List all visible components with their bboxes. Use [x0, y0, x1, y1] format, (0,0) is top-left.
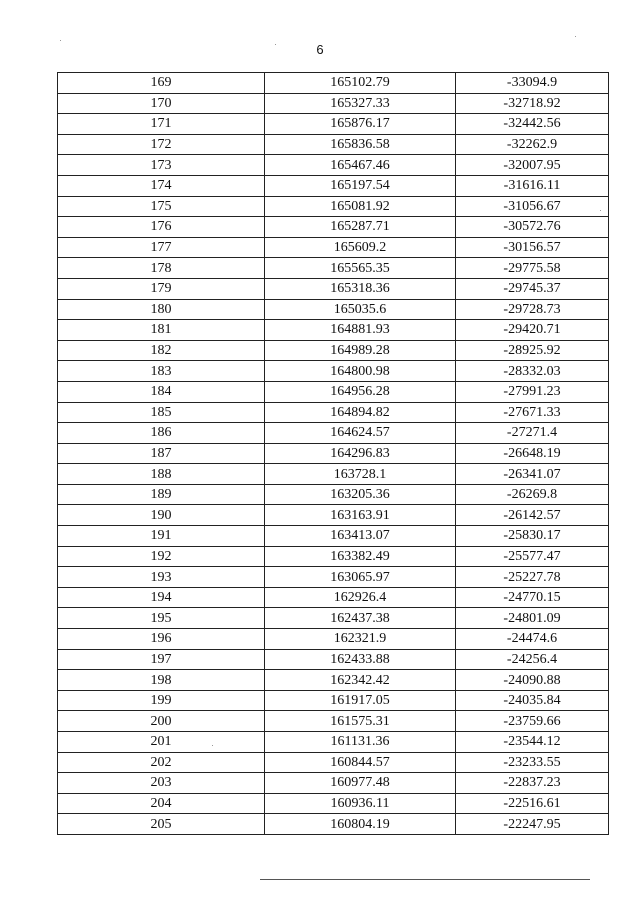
x-coordinate-cell: 164956.28	[265, 381, 456, 402]
point-number-cell: 171	[58, 114, 265, 135]
y-coordinate-cell: -32007.95	[456, 155, 609, 176]
x-coordinate-cell: 165836.58	[265, 134, 456, 155]
table-row	[58, 587, 609, 608]
point-number-cell: 184	[58, 381, 265, 402]
table-row	[58, 278, 609, 299]
y-coordinate-cell: -25830.17	[456, 526, 609, 547]
x-coordinate-cell: 163413.07	[265, 526, 456, 547]
table-row	[58, 340, 609, 361]
table-row	[58, 752, 609, 773]
y-coordinate-cell: -24256.4	[456, 649, 609, 670]
point-number-cell: 200	[58, 711, 265, 732]
table-row	[58, 649, 609, 670]
x-coordinate-cell: 163728.1	[265, 464, 456, 485]
y-coordinate-cell: -29775.58	[456, 258, 609, 279]
table-row	[58, 73, 609, 94]
page-number: 6	[316, 42, 324, 57]
y-coordinate-cell: -26269.8	[456, 484, 609, 505]
y-coordinate-cell: -22247.95	[456, 814, 609, 835]
x-coordinate-cell: 162437.38	[265, 608, 456, 629]
y-coordinate-cell: -23233.55	[456, 752, 609, 773]
x-coordinate-cell: 164989.28	[265, 340, 456, 361]
y-coordinate-cell: -26341.07	[456, 464, 609, 485]
point-number-cell: 194	[58, 587, 265, 608]
y-coordinate-cell: -29728.73	[456, 299, 609, 320]
x-coordinate-cell: 165035.6	[265, 299, 456, 320]
y-coordinate-cell: -28332.03	[456, 361, 609, 382]
point-number-cell: 197	[58, 649, 265, 670]
x-coordinate-cell: 164800.98	[265, 361, 456, 382]
x-coordinate-cell: 161917.05	[265, 690, 456, 711]
y-coordinate-cell: -29420.71	[456, 320, 609, 341]
point-number-cell: 181	[58, 320, 265, 341]
table-row	[58, 608, 609, 629]
table-row	[58, 567, 609, 588]
table-row	[58, 175, 609, 196]
y-coordinate-cell: -31056.67	[456, 196, 609, 217]
x-coordinate-cell: 164894.82	[265, 402, 456, 423]
point-number-cell: 180	[58, 299, 265, 320]
table-row	[58, 546, 609, 567]
y-coordinate-cell: -27671.33	[456, 402, 609, 423]
table-row	[58, 381, 609, 402]
table-row	[58, 484, 609, 505]
y-coordinate-cell: -27271.4	[456, 423, 609, 444]
y-coordinate-cell: -31616.11	[456, 175, 609, 196]
table-row	[58, 299, 609, 320]
table-row	[58, 526, 609, 547]
table-row	[58, 93, 609, 114]
x-coordinate-cell: 160844.57	[265, 752, 456, 773]
x-coordinate-cell: 160804.19	[265, 814, 456, 835]
y-coordinate-cell: -22837.23	[456, 773, 609, 794]
point-number-cell: 176	[58, 217, 265, 238]
point-number-cell: 192	[58, 546, 265, 567]
table-row	[58, 237, 609, 258]
table-row	[58, 320, 609, 341]
x-coordinate-cell: 162342.42	[265, 670, 456, 691]
point-number-cell: 193	[58, 567, 265, 588]
y-coordinate-cell: -26142.57	[456, 505, 609, 526]
table-row	[58, 793, 609, 814]
point-number-cell: 178	[58, 258, 265, 279]
y-coordinate-cell: -27991.23	[456, 381, 609, 402]
x-coordinate-cell: 162926.4	[265, 587, 456, 608]
x-coordinate-cell: 165081.92	[265, 196, 456, 217]
y-coordinate-cell: -24090.88	[456, 670, 609, 691]
point-number-cell: 198	[58, 670, 265, 691]
point-number-cell: 187	[58, 443, 265, 464]
point-number-cell: 174	[58, 175, 265, 196]
y-coordinate-cell: -25227.78	[456, 567, 609, 588]
point-number-cell: 199	[58, 690, 265, 711]
table-row	[58, 711, 609, 732]
scan-speck	[600, 210, 601, 211]
point-number-cell: 201	[58, 732, 265, 753]
table-row	[58, 670, 609, 691]
scan-speck	[275, 44, 276, 45]
x-coordinate-cell: 165565.35	[265, 258, 456, 279]
table-row	[58, 361, 609, 382]
x-coordinate-cell: 162433.88	[265, 649, 456, 670]
point-number-cell: 185	[58, 402, 265, 423]
x-coordinate-cell: 161575.31	[265, 711, 456, 732]
point-number-cell: 190	[58, 505, 265, 526]
x-coordinate-cell: 165102.79	[265, 73, 456, 94]
table-row	[58, 134, 609, 155]
y-coordinate-cell: -32718.92	[456, 93, 609, 114]
x-coordinate-cell: 164624.57	[265, 423, 456, 444]
y-coordinate-cell: -30572.76	[456, 217, 609, 238]
point-number-cell: 186	[58, 423, 265, 444]
table-row	[58, 114, 609, 135]
point-number-cell: 202	[58, 752, 265, 773]
y-coordinate-cell: -24770.15	[456, 587, 609, 608]
y-coordinate-cell: -22516.61	[456, 793, 609, 814]
scan-speck	[575, 36, 576, 37]
point-number-cell: 196	[58, 629, 265, 650]
x-coordinate-cell: 164881.93	[265, 320, 456, 341]
point-number-cell: 172	[58, 134, 265, 155]
point-number-cell: 188	[58, 464, 265, 485]
point-number-cell: 191	[58, 526, 265, 547]
scan-speck	[60, 40, 61, 41]
point-number-cell: 204	[58, 793, 265, 814]
table-row	[58, 217, 609, 238]
x-coordinate-cell: 165318.36	[265, 278, 456, 299]
x-coordinate-cell: 165876.17	[265, 114, 456, 135]
scan-speck	[212, 745, 213, 746]
point-number-cell: 189	[58, 484, 265, 505]
y-coordinate-cell: -32262.9	[456, 134, 609, 155]
point-number-cell: 170	[58, 93, 265, 114]
point-number-cell: 183	[58, 361, 265, 382]
x-coordinate-cell: 165467.46	[265, 155, 456, 176]
x-coordinate-cell: 165197.54	[265, 175, 456, 196]
point-number-cell: 195	[58, 608, 265, 629]
table-row	[58, 464, 609, 485]
y-coordinate-cell: -24035.84	[456, 690, 609, 711]
y-coordinate-cell: -33094.9	[456, 73, 609, 94]
table-row	[58, 505, 609, 526]
y-coordinate-cell: -30156.57	[456, 237, 609, 258]
y-coordinate-cell: -25577.47	[456, 546, 609, 567]
y-coordinate-cell: -29745.37	[456, 278, 609, 299]
x-coordinate-cell: 163163.91	[265, 505, 456, 526]
y-coordinate-cell: -28925.92	[456, 340, 609, 361]
point-number-cell: 177	[58, 237, 265, 258]
table-row	[58, 732, 609, 753]
point-number-cell: 169	[58, 73, 265, 94]
table-row	[58, 773, 609, 794]
table-row	[58, 629, 609, 650]
table-row	[58, 443, 609, 464]
x-coordinate-cell: 163065.97	[265, 567, 456, 588]
x-coordinate-cell: 165327.33	[265, 93, 456, 114]
table-row	[58, 196, 609, 217]
table-row	[58, 155, 609, 176]
point-number-cell: 173	[58, 155, 265, 176]
point-number-cell: 182	[58, 340, 265, 361]
point-number-cell: 179	[58, 278, 265, 299]
y-coordinate-cell: -26648.19	[456, 443, 609, 464]
table-row	[58, 402, 609, 423]
y-coordinate-cell: -23544.12	[456, 732, 609, 753]
x-coordinate-cell: 164296.83	[265, 443, 456, 464]
table-row	[58, 423, 609, 444]
scan-artifact-line	[260, 879, 590, 880]
y-coordinate-cell: -32442.56	[456, 114, 609, 135]
point-number-cell: 175	[58, 196, 265, 217]
x-coordinate-cell: 165609.2	[265, 237, 456, 258]
table-row	[58, 814, 609, 835]
x-coordinate-cell: 165287.71	[265, 217, 456, 238]
x-coordinate-cell: 161131.36	[265, 732, 456, 753]
point-number-cell: 205	[58, 814, 265, 835]
coordinates-table	[57, 72, 609, 835]
x-coordinate-cell: 162321.9	[265, 629, 456, 650]
x-coordinate-cell: 160977.48	[265, 773, 456, 794]
table-row	[58, 690, 609, 711]
point-number-cell: 203	[58, 773, 265, 794]
y-coordinate-cell: -24474.6	[456, 629, 609, 650]
x-coordinate-cell: 163205.36	[265, 484, 456, 505]
x-coordinate-cell: 163382.49	[265, 546, 456, 567]
x-coordinate-cell: 160936.11	[265, 793, 456, 814]
table-row	[58, 258, 609, 279]
y-coordinate-cell: -23759.66	[456, 711, 609, 732]
y-coordinate-cell: -24801.09	[456, 608, 609, 629]
coordinates-table-body	[58, 73, 609, 835]
